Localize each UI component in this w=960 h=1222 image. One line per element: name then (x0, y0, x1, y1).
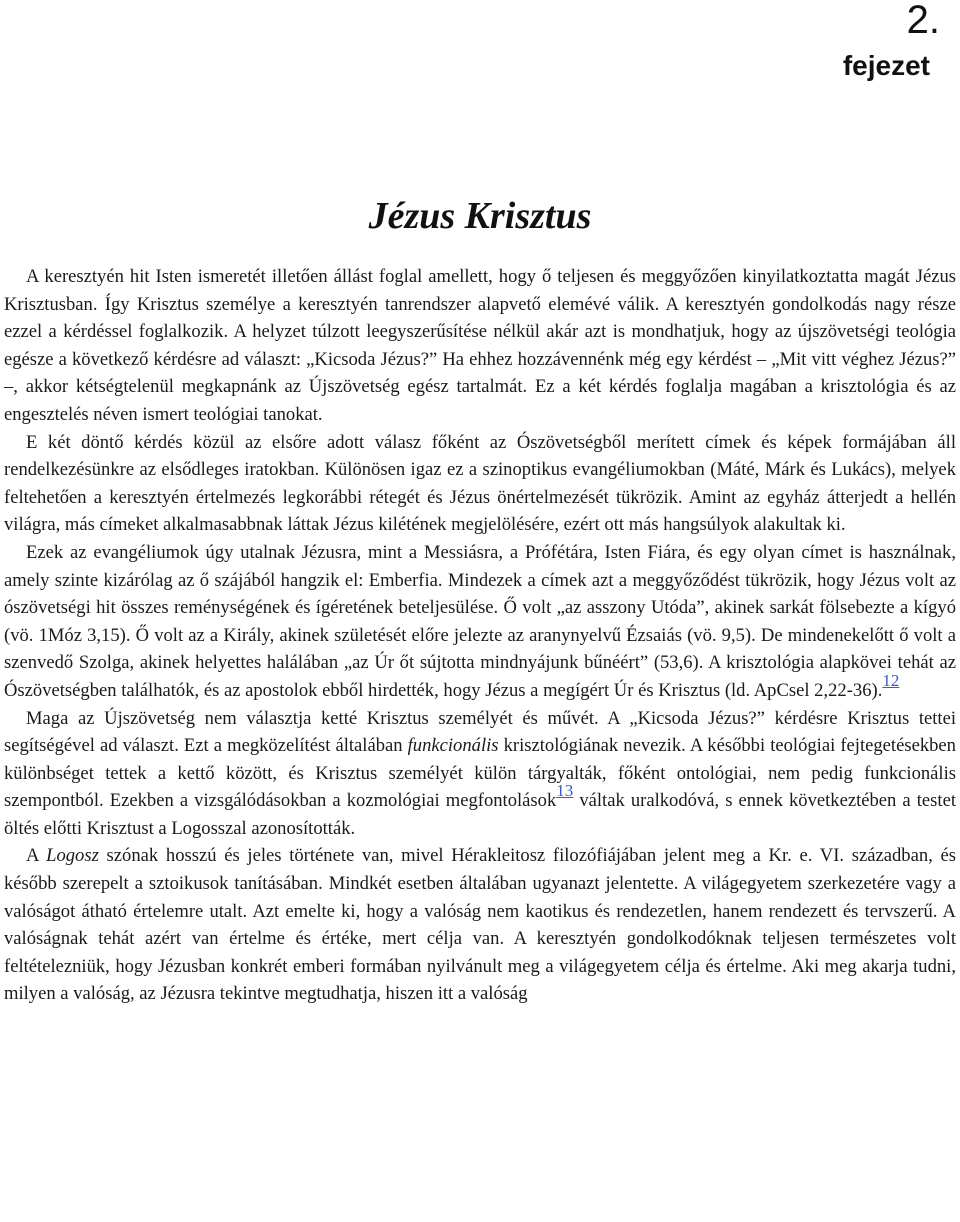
paragraph-text: A keresztyén hit Isten ismeretét illetően állást foglal amellett, hogy ő teljesen és meggyőzően kinyilatkoztatta magát Jézus Krisztusban. Így Krisztus személye a keresztyén tanrendszer alapvető elemévé válik. A keresztyén gondolkodás nagy része ezzel a kérdéssel foglalkozik. A helyzet túlzott leegyszerűsítése nélkül akár azt is mondhatjuk, hogy az újszövetségi teológia egésze a következő kérdésre ad választ: „Kicsoda Jézus?” Ha ehhez hozzávennénk még egy kérdést – „Mit vitt véghez Jézus?” –, akkor kétségtelenül megkapnánk az Újszövetség egész tartalmát. Ez a két kérdés foglalja magában a krisztológia és az engesztelés néven ismert teológiai tanokat. (4, 266, 956, 425)
footnote-ref (556, 781, 573, 800)
paragraph-text: E két döntő kérdés közül az elsőre adott válasz főként az Ószövetségből merített címek és képek formájában áll rendelkezésünkre az elsődleges iratokban. Különösen igaz ez a szinoptikus evangéliumokban (Máté, Márk és Lukács), melyek feltehetően a keresztyén értelmezés legkorábbi rétegét és Jézus önértelmezését tükrözik. Amint az egyház átterjedt a hellén világra, más címeket alkalmasabbnak láttak Jézus kilétének megjelölésére, ezért ott más hangsúlyok alakultak ki. (4, 431, 956, 536)
emphasis-term: Logosz (46, 845, 99, 867)
paragraph-text: Maga az Újszövetség nem választja ketté Krisztus személyét és művét. A „Kicsoda Jézus?” kérdésre Krisztus tettei segítségével ad választ. Ezt a megközelítést általában (4, 707, 956, 757)
body-text (4, 263, 956, 1008)
paragraph-4 (4, 705, 956, 843)
emphasis-term: funkcionális (407, 735, 499, 757)
paragraph-2 (4, 429, 956, 539)
chapter-number: 2. (906, 0, 940, 42)
paragraph-text: váltak uralkodóvá, s ennek következtében a testet öltés előtti Krisztust a Logosszal azonosították. (4, 790, 956, 839)
footnote-ref (882, 671, 899, 690)
paragraph-5 (4, 842, 956, 1008)
footnote-link-12[interactable]: 12 (882, 670, 900, 690)
chapter-label: fejezet (842, 50, 930, 81)
paragraph-text: krisztológiának nevezik. A későbbi teológiai fejtegetésekben különbséget tettek a kettő között, és Krisztus személyét külön tárgyalták, főként ontológiai, nem pedig funkcionális szempontból. Ezekben a vizsgálódásokban a kozmológiai megfontolások (4, 735, 956, 812)
paragraph-text: A (26, 845, 47, 867)
paragraph-text: szónak hosszú és jeles története van, mivel Hérakleitosz filozófiájában jelent meg a Kr. e. VI. században, és később szerepelt a sztoikusok tanításában. Mindkét esetben általában ugyanazt jelentette. A világegyetem szerkezetére vagy a valóságot átható értelemre utalt. Azt emelte ki, hogy a valóság nem kaotikus és rendezetlen, hanem rendezett és tervszerű. A valóságnak tehát azért van értelme és értéke, mert célja van. A keresztyén gondolkodóknak teljesen természetes volt feltételezniük, hogy Jézusban konkrét emberi formában nyilvánult meg a világegyetem célja és értelme. Aki meg akarja tudni, milyen a valóság, az Jézusra tekintve megtudhatja, hiszen itt a valóság (4, 845, 956, 1005)
footnote-link-13[interactable]: 13 (556, 781, 574, 801)
paragraph-1 (4, 263, 956, 429)
paragraph-3 (4, 539, 956, 705)
paragraph-text: Ezek az evangéliumok úgy utalnak Jézusra, mint a Messiásra, a Prófétára, Isten Fiára, és egy olyan címet is használnak, amely szinte kizárólag az ő szájából hangzik el: Emberfia. Mindezek a címek azt a meggyőződést tükrözik, hogy Jézus volt az ószövetségi hit összes reménységének és ígéretének beteljesülése. Ő volt „az asszony Utóda”, akinek sarkát fölsebezte a kígyó (vö. 1Móz 3,15). Ő volt az a Király, akinek születését előre jelezte az aranynyelvű Ézsaiás (vö. 9,5). De mindenekelőtt ő volt a szenvedő Szolga, akinek helyettes halálában „az Úr őt sújtotta mindnyájunk bűnéért” (53,6). A krisztológia alapkövei tehát az Ószövetségben találhatók, és az apostolok ebből hirdették, hogy Jézus a megígért Úr és Krisztus (ld. ApCsel 2,22-36). (4, 541, 956, 701)
chapter-title: Jézus Krisztus (368, 195, 592, 237)
